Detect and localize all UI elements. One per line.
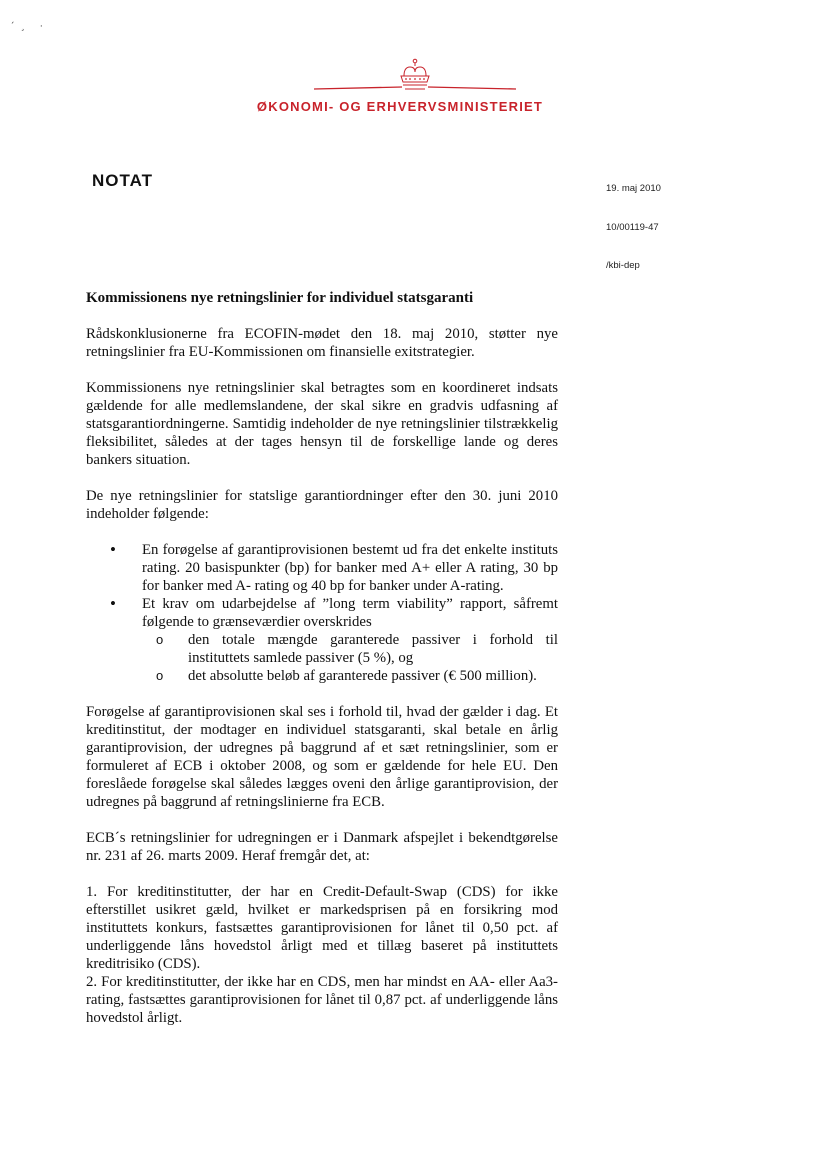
numbered-item-1: 1. For kreditinstitutter, der har en Credit-Default-Swap (CDS) for ikke efterstillet usikret gæld, hvilket er markedsprisen på en forsikring mod instituttets konkurs, fastsættes garantiprovisionen for lånet til 0,50 pct. af underliggende låns hovedstol årligt med et tillæg baseret på instituttets kreditrisiko (CDS).	[86, 884, 558, 972]
paragraph-1: Rådskonklusionerne fra ECOFIN-mødet den 18. maj 2010, støtter nye retningslinier fra EU-Kommissionen om finansielle exitstrategier.	[86, 326, 558, 360]
crown-crest-icon	[300, 58, 530, 98]
sub-bullet-item: o det absolutte beløb af garanterede passiver (€ 500 million).	[154, 667, 558, 685]
bullet-item	[108, 595, 558, 685]
document-heading: Kommissionens nye retningslinier for individuel statsgaranti	[86, 290, 474, 306]
paragraph-3: De nye retningslinier for statslige garantiordninger efter den 30. juni 2010 indeholder følgende:	[86, 488, 558, 522]
document-date: 19. maj 2010	[606, 183, 661, 194]
sub-bullet-item: o den totale mængde garanterede passiver i forhold til instituttets samlede passiver (5 %), og	[154, 631, 558, 667]
paragraph-5: ECB´s retningslinier for udregningen er i Danmark afspejlet i bekendtgørelse nr. 231 af 26. marts 2009. Heraf fremgår det, at:	[86, 830, 558, 864]
bullet-text: Et krav om udarbejdelse af ”long term viability” rapport, såfremt følgende to grænseværdier overskrides	[142, 596, 558, 630]
document-reference: 10/00119-47	[606, 222, 659, 233]
sub-bullet-list	[142, 631, 558, 685]
numbered-item-2: 2. For kreditinstitutter, der ikke har en CDS, men har mindst en AA- eller Aa3-rating, fastsættes garantiprovisionen for lånet til 0,87 pct. af underliggende låns hovedstol årligt.	[86, 974, 558, 1026]
ministry-name-text: ØKONOMI- OG ERHVERVSMINISTERIET	[256, 99, 544, 114]
document-initials: /kbi-dep	[606, 260, 640, 271]
paragraph-4: Forøgelse af garantiprovisionen skal ses i forhold til, hvad der gælder i dag. Et kreditinstitut, der modtager en individuel statsgaranti, skal betale en årlig garantiprovision, der udregnes på baggrund af et sæt retningslinier, som er formuleret af ECB i oktober 2008, og som er gældende for hele EU. Den foreslåede forøgelse skal således lægges oveni den årlige garantiprovision, der udregnes på baggrund af retningslinierne fra ECB.	[86, 704, 558, 810]
scan-marks: ´¸ ·	[10, 22, 49, 32]
bullet-text: En forøgelse af garantiprovisionen bestemt ud fra det enkelte instituts rating. 20 basispunkter (bp) for banker med A+ eller A rating, 30 bp for banker med A- rating og 40 bp for banker under A-rating.	[142, 542, 558, 594]
document-type-label: NOTAT	[92, 171, 154, 190]
ministry-name	[0, 99, 800, 114]
bullet-item	[108, 541, 558, 595]
document-body	[86, 289, 558, 1027]
bullet-list	[86, 541, 558, 685]
paragraph-2: Kommissionens nye retningslinier skal betragtes som en koordineret indsats gældende for alle medlemslandene, der skal sikre en gradvis udfasning af statsgarantiordningerne. Samtidig indeholder de nye retningslinier tilstrækkelig fleksibilitet, således at der tages hensyn til de forskellige lande og deres bankers situation.	[86, 380, 558, 468]
